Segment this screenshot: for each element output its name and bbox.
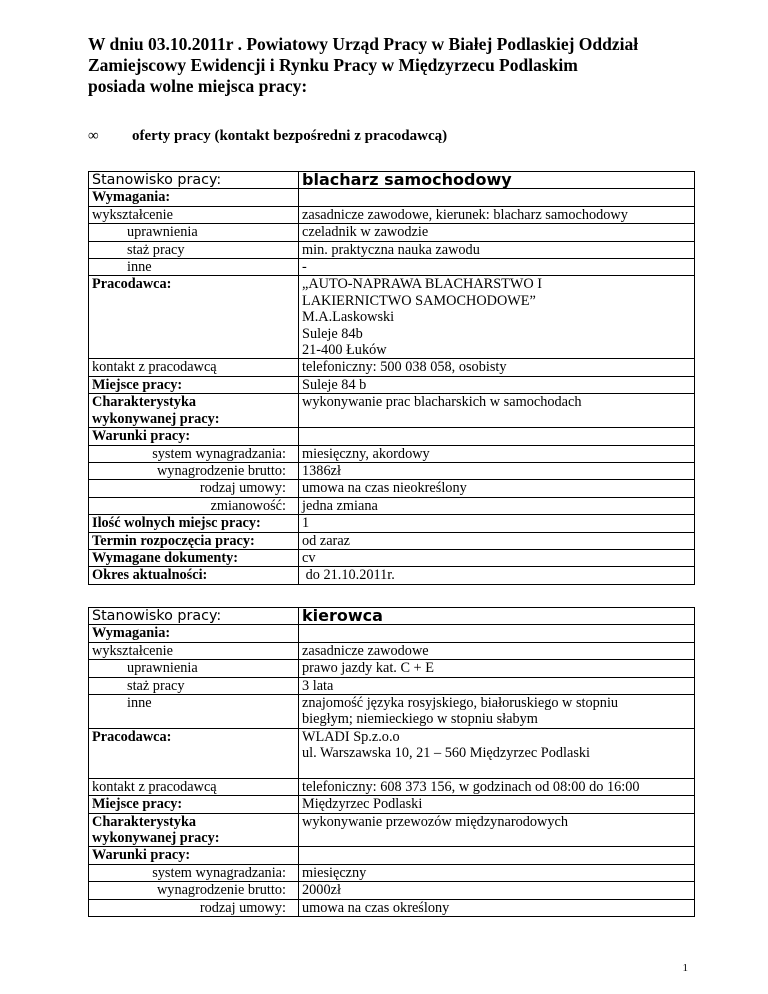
validity-label: Okres aktualności: — [89, 567, 299, 584]
offer2-qualifications-value: prawo jazdy kat. C + E — [299, 660, 695, 677]
offer1-validity-value: do 21.10.2011r. — [299, 567, 695, 584]
employer-line: ul. Warszawska 10, 21 – 560 Międzyrzec Podlaski — [302, 745, 591, 762]
salary-label: wynagrodzenie brutto: — [89, 882, 299, 899]
shifts-row — [89, 497, 695, 514]
offer2-education-value: zasadnicze zawodowe — [299, 642, 695, 659]
offer2-position-value: kierowca — [299, 608, 695, 625]
offer1-vacancies-value: 1 — [299, 515, 695, 532]
job-offer-table-2 — [88, 607, 695, 917]
employer-row — [89, 276, 695, 359]
conditions-label: Warunki pracy: — [89, 847, 299, 864]
offer1-qualifications-value: czeladnik w zawodzie — [299, 224, 695, 241]
offer1-job-description-value: wykonywanie prac blacharskich w samochodach — [299, 394, 695, 428]
start-date-row — [89, 532, 695, 549]
position-label: Stanowisko pracy: — [89, 172, 299, 189]
offer1-other-value: - — [299, 259, 695, 276]
offer1-education-value: zasadnicze zawodowe, kierunek: blacharz samochodowy — [299, 206, 695, 223]
position-label: Stanowisko pracy: — [89, 608, 299, 625]
job-description-row — [89, 813, 695, 847]
experience-row — [89, 241, 695, 258]
offer2-position-row — [89, 608, 695, 625]
education-label: wykształcenie — [89, 642, 299, 659]
experience-label: staż pracy — [89, 677, 299, 694]
contract-label: rodzaj umowy: — [89, 899, 299, 916]
education-row — [89, 206, 695, 223]
workplace-label: Miejsce pracy: — [89, 376, 299, 393]
offer1-contact-value: telefoniczny: 500 038 058, osobisty — [299, 359, 695, 376]
heading-line-1: W dniu 03.10.2011r . Powiatowy Urząd Pracy w Białej Podlaskiej Oddział — [88, 34, 639, 54]
offer2-employer-value — [299, 728, 695, 778]
offer2-other-value: znajomość języka rosyjskiego, białoruskiego w stopniu biegłym; niemieckiego w stopniu słabym — [299, 695, 695, 729]
contract-label: rodzaj umowy: — [89, 480, 299, 497]
offer1-experience-value: min. praktyczna nauka zawodu — [299, 241, 695, 258]
requirements-row — [89, 625, 695, 642]
offer2-salary-value: 2000zł — [299, 882, 695, 899]
contact-label: kontakt z pracodawcą — [89, 778, 299, 795]
vacancies-label: Ilość wolnych miejsc pracy: — [89, 515, 299, 532]
validity-row — [89, 567, 695, 584]
salary-row — [89, 882, 695, 899]
job-description-label: Charakterystyka wykonywanej pracy: — [89, 813, 299, 847]
contract-row — [89, 480, 695, 497]
employer-line: 21-400 Łuków — [302, 342, 387, 359]
pay-system-label: system wynagradzania: — [89, 445, 299, 462]
shifts-label: zmianowość: — [89, 497, 299, 514]
workplace-row — [89, 796, 695, 813]
offer1-salary-value: 1386zł — [299, 462, 695, 479]
page-number: 1 — [682, 962, 688, 974]
requirements-label: Wymagania: — [89, 625, 299, 642]
workplace-label: Miejsce pracy: — [89, 796, 299, 813]
requirements-row — [89, 189, 695, 206]
employer-line: LAKIERNICTWO SAMOCHODOWE” — [302, 292, 536, 309]
education-row — [89, 642, 695, 659]
offer1-employer-value — [299, 276, 695, 359]
offer1-contract-value: umowa na czas nieokreślony — [299, 480, 695, 497]
heading-line-2: Zamiejscowy Ewidencji i Rynku Pracy w Międzyrzecu Podlaskim — [88, 55, 578, 75]
documents-row — [89, 549, 695, 566]
documents-label: Wymagane dokumenty: — [89, 549, 299, 566]
pay-system-label: system wynagradzania: — [89, 864, 299, 881]
experience-label: staż pracy — [89, 241, 299, 258]
employer-line: WLADI Sp.z.o.o — [302, 728, 400, 745]
conditions-row — [89, 847, 695, 864]
experience-row — [89, 677, 695, 694]
offer1-position-value: blacharz samochodowy — [299, 172, 695, 189]
pay-system-row — [89, 864, 695, 881]
conditions-row — [89, 428, 695, 445]
requirements-label: Wymagania: — [89, 189, 299, 206]
heading-line-3: posiada wolne miejsca pracy: — [88, 76, 308, 96]
offers-bullet-text: oferty pracy (kontakt bezpośredni z pracodawcą) — [132, 128, 448, 144]
salary-label: wynagrodzenie brutto: — [89, 462, 299, 479]
employer-line: Suleje 84b — [302, 325, 363, 342]
offer2-experience-value: 3 lata — [299, 677, 695, 694]
offer1-pay-system-value: miesięczny, akordowy — [299, 445, 695, 462]
salary-row — [89, 462, 695, 479]
offer2-workplace-value: Międzyrzec Podlaski — [299, 796, 695, 813]
offer1-shifts-value: jedna zmiana — [299, 497, 695, 514]
offer1-start-date-value: od zaraz — [299, 532, 695, 549]
conditions-label: Warunki pracy: — [89, 428, 299, 445]
document-heading — [88, 34, 728, 97]
offer1-workplace-value: Suleje 84 b — [299, 376, 695, 393]
job-description-row — [89, 394, 695, 428]
employer-line: M.A.Laskowski — [302, 309, 395, 326]
offer2-job-description-value: wykonywanie przewozów międzynarodowych — [299, 813, 695, 847]
employer-line: „AUTO-NAPRAWA BLACHARSTWO I — [302, 276, 543, 293]
other-label: inne — [89, 695, 299, 729]
employer-label: Pracodawca: — [89, 276, 299, 359]
contact-row — [89, 778, 695, 795]
offer1-documents-value: cv — [299, 549, 695, 566]
education-label: wykształcenie — [89, 206, 299, 223]
start-date-label: Termin rozpoczęcia pracy: — [89, 532, 299, 549]
employer-row — [89, 728, 695, 778]
contact-row — [89, 359, 695, 376]
offer2-contract-value: umowa na czas określony — [299, 899, 695, 916]
qualifications-row — [89, 660, 695, 677]
job-description-label: Charakterystyka wykonywanej pracy: — [89, 394, 299, 428]
contract-row — [89, 899, 695, 916]
contact-label: kontakt z pracodawcą — [89, 359, 299, 376]
qualifications-label: uprawnienia — [89, 660, 299, 677]
offer1-position-row — [89, 172, 695, 189]
job-offer-table-1 — [88, 171, 695, 585]
infinity-bullet-icon: ∞ — [88, 128, 99, 144]
offer2-pay-system-value: miesięczny — [299, 864, 695, 881]
employer-label: Pracodawca: — [89, 728, 299, 778]
qualifications-row — [89, 224, 695, 241]
workplace-row — [89, 376, 695, 393]
qualifications-label: uprawnienia — [89, 224, 299, 241]
other-row — [89, 259, 695, 276]
other-label: inne — [89, 259, 299, 276]
vacancies-row — [89, 515, 695, 532]
offer2-contact-value: telefoniczny: 608 373 156, w godzinach od 08:00 do 16:00 — [299, 778, 695, 795]
pay-system-row — [89, 445, 695, 462]
other-row — [89, 695, 695, 729]
